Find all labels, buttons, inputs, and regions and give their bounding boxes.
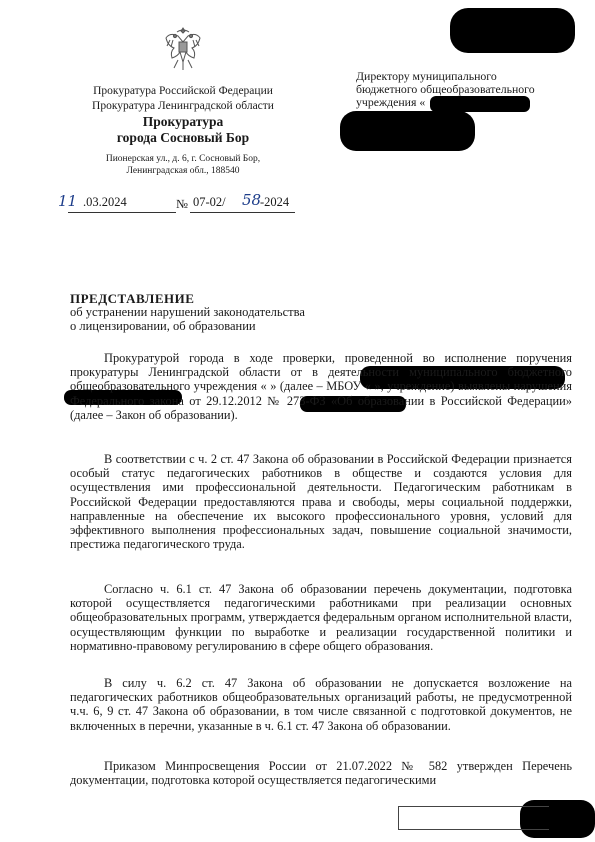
org-name-regional: Прокуратура Ленинградской области [92,100,274,112]
document-subtitle [70,306,370,333]
document-date-number [58,191,338,217]
office-address-region: Ленинградская обл., 188540 [126,166,240,176]
coat-of-arms-emblem [160,24,206,74]
office-title: Прокуратура [142,114,224,129]
paragraph-list: Согласно ч. 6.1 ст. 47 Закона об образовании перечень документации, подготовка которой осуществляется педагогическими работниками при реализации основных общеобразовательных программ, утверждается федеральным органом исполнительной власти, осуществляющим функции по выработке и реализации государственной политики и нормативно-правовому регулированию в сфере общего образования. [70,582,572,653]
date-suffix: .03.2024 [83,195,127,209]
addressee-line: бюджетного общеобразовательного [356,82,535,96]
handwritten-day: 11 [58,192,78,210]
paragraph-prohibition: В силу ч. 6.2 ст. 47 Закона об образовании не допускается возложение на педагогических работников общеобразовательных организаций работы, не предусмотренной ч.ч. 6, 9 ст. 47 Закона об образовании, в том числе связанной с подготовкой документов, не включенных в перечни, указанные в ч. 6.1 ст. 47 Закона об образовании. [70,676,572,733]
redaction-addressee-name [430,96,530,112]
paragraph-order: Приказом Минпросвещения России от 21.07.2022 № 582 утвержден Перечень документации, подготовка которой осуществляется педагогическими [70,759,572,788]
org-name-federal: Прокуратура Российской Федерации [93,85,273,97]
handwritten-number: 58 [242,191,262,209]
page-stamp-box [398,806,549,830]
document-title: ПРЕДСТАВЛЕНИЕ [70,291,195,306]
number-main: 07-02/ [193,195,226,209]
redaction-top-right [450,8,575,53]
paragraph-status: В соответствии с ч. 2 ст. 47 Закона об образовании в Российской Федерации признается особый статус педагогических работников в обществе и создаются условия для осуществления ими профессиональной деятельности. Педагогическим работникам в Российской Федерации предоставляются права и свободы, меры социальной поддержки, направленные на обеспечение их высокого профессионального уровня, условий для эффективного выполнения профессиональных задач, повышение социальной значимости, престижа педагогического труда. [70,452,572,552]
addressee-line: Директору муниципального [356,69,497,83]
office-address-street: Пионерская ул., д. 6, г. Сосновый Бор, [105,154,261,164]
number-sign: № [176,197,188,211]
subtitle-line: о лицензировании, об образовании [70,318,256,333]
redaction-addressee-person [340,111,475,151]
addressee-line: учреждения « [356,95,426,109]
office-city: города Сосновый Бор [116,130,250,145]
number-suffix: -2024 [260,195,290,209]
subtitle-line: об устранении нарушений законодательства [70,305,305,319]
paragraph-intro: Прокуратурой города в ходе проверки, проведенной во исполнение поручения прокуратуры Ленинградской области от в деятельности муниципального бюджетного общеобразовательного учреждения « » (далее – МБОУ « », учреждение) выявлены нарушения Федерального закона от 29.12.2012 № 273-ФЗ «Об образовании в Российской Федерации» (далее – Закон об образовании). [70,351,572,422]
